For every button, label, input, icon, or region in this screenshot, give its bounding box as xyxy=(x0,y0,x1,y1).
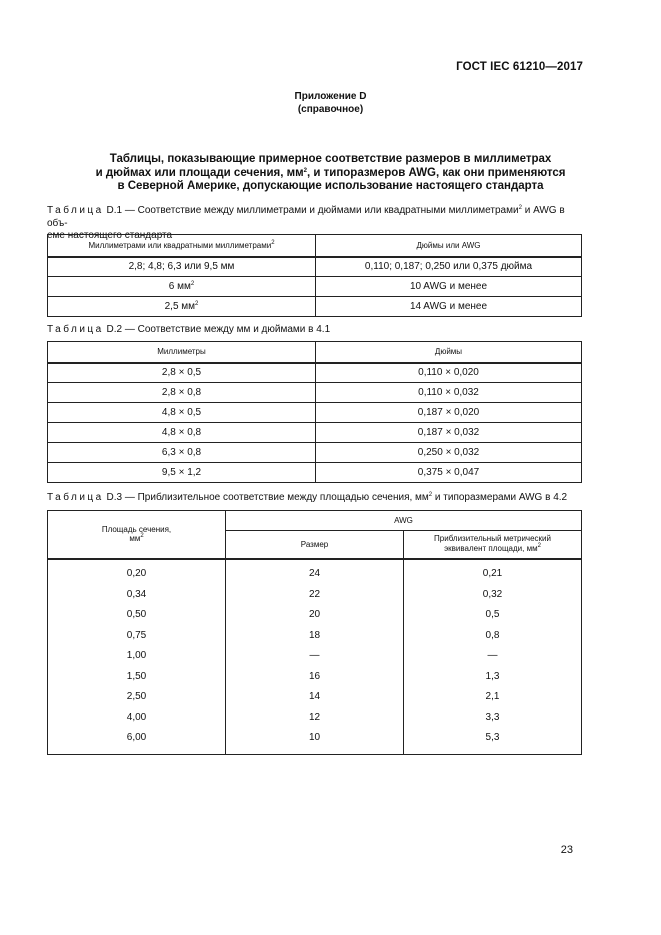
table-row: 0,50 20 0,5 xyxy=(48,605,582,626)
table-row: 1,00 — — xyxy=(48,646,582,667)
table-d2 xyxy=(47,341,582,483)
table-d2-header-mm: Миллиметры xyxy=(48,342,316,363)
table-d3-header-size: Размер xyxy=(226,531,404,559)
table-row: 6 $мм^2$ 10 AWG и менее xyxy=(48,277,582,297)
title-line-3: в Северной Америке, допускающие использование настоящего стандарта xyxy=(117,180,544,192)
table-row: 6,3 × 0,8 0,250 × 0,032 xyxy=(48,443,582,463)
table-row: 2,8; 4,8; 6,3 или 9,5 мм 0,110; 0,187; 0,250 или 0,375 дюйма xyxy=(48,257,582,277)
table-row: 2,50 14 2,1 xyxy=(48,687,582,708)
table-row: 6,00 10 5,3 xyxy=(48,728,582,755)
table-d3 xyxy=(47,510,582,755)
table-row: 0,75 18 0,8 xyxy=(48,625,582,646)
table-d1-header-inch: Дюймы или AWG xyxy=(316,235,582,257)
table-row: 4,8 × 0,5 0,187 × 0,020 xyxy=(48,403,582,423)
table-d2-caption: Таблица D.2 — Соответствие между мм и дюймами в 4.1 xyxy=(47,324,331,335)
table-d2-header-inch: Дюймы xyxy=(316,342,582,363)
table-row: 9,5 × 1,2 0,375 × 0,047 xyxy=(48,463,582,483)
table-row: 0,34 22 0,32 xyxy=(48,584,582,605)
title-line-1: Таблицы, показывающие примерное соответствие размеров в миллиметрах xyxy=(109,153,552,165)
page-title xyxy=(0,153,661,194)
table-d3-caption: Таблица D.3 — Приблизительное соответствие между площадью сечения, $мм^2$ и типоразмерами AWG в 4.2 xyxy=(47,492,568,503)
table-d3-header-awg: AWG xyxy=(226,511,582,531)
table-row: 2,8 × 0,5 0,110 × 0,020 xyxy=(48,363,582,383)
table-row: 2,8 × 0,8 0,110 × 0,032 xyxy=(48,383,582,403)
table-row: 4,00 12 3,3 xyxy=(48,707,582,728)
table-row: 0,20 24 0,21 xyxy=(48,559,582,585)
table-d1-caption: Таблица D.1 — Соответствие между миллиметрами и дюймами или квадратными миллиметрами$^2$ и AWG в объ- еме настоящего стандарта xyxy=(47,205,565,241)
table-d3-header-metric: Приблизительный метрический эквивалент площади, $мм^2$ xyxy=(404,531,582,559)
appendix-label: Приложение D xyxy=(294,91,367,102)
table-d1-header-mm: Миллиметрами или квадратными миллиметрами$^2$ xyxy=(48,235,316,257)
table-row: 1,50 16 1,3 xyxy=(48,666,582,687)
table-row: 2,5 $мм^2$ 14 AWG и менее xyxy=(48,297,582,317)
table-row: 4,8 × 0,8 0,187 × 0,032 xyxy=(48,423,582,443)
table-d1 xyxy=(47,234,582,317)
table-d3-header-area: Площадь сечения, $мм^2$ xyxy=(48,511,226,559)
title-line-2: и дюймах или площади сечения, $мм^2$, и типоразмеров AWG, как они применяются xyxy=(95,166,566,179)
appendix-note: (справочное) xyxy=(297,104,364,115)
page-number: 23 xyxy=(560,844,573,856)
document-header: ГОСТ IEC 61210—2017 xyxy=(456,61,583,73)
